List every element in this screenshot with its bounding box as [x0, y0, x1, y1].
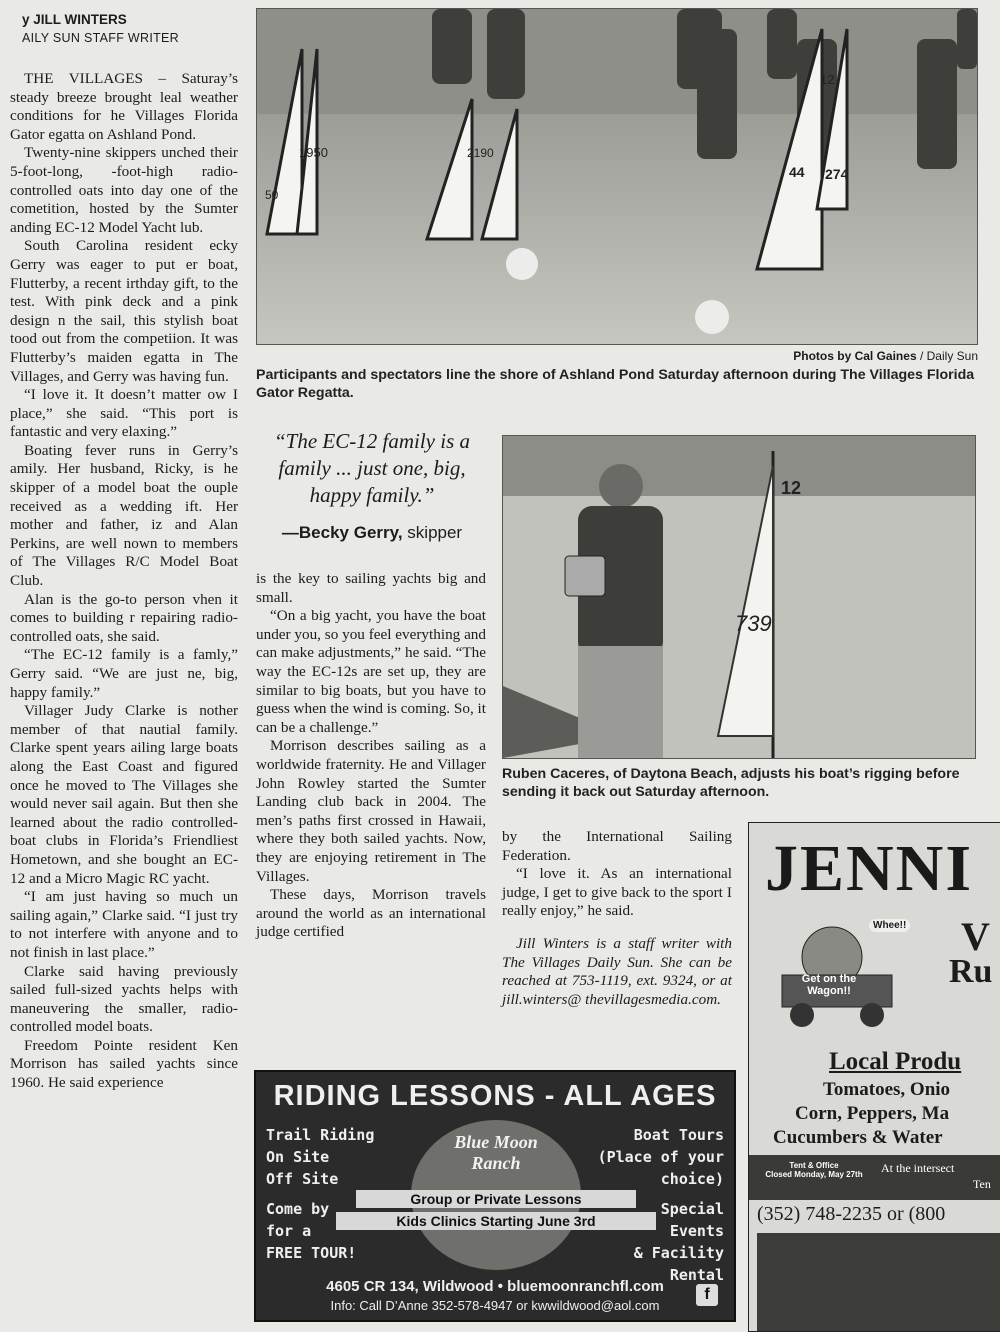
sail-number: 274	[825, 166, 849, 182]
paragraph: Twenty-nine skippers unched their 5-foot-long, -foot-high radio-controlled oats into day one of the cometition, hosted by the Sumter anding EC-12 Model Yacht lub.	[10, 144, 238, 236]
ad-produce-line: Corn, Peppers, Ma	[795, 1103, 950, 1124]
ad-store-name: JENNI	[765, 832, 974, 905]
riding-lessons-ad	[254, 1070, 736, 1322]
ranch-name-line: Ranch	[471, 1153, 521, 1173]
skipper-photo	[502, 435, 976, 759]
ad-local-produce: Local Produ	[829, 1048, 962, 1075]
sail-number: 739	[735, 611, 772, 636]
paragraph: Villager Judy Clarke is nother member of that nautial family. Clarke spent years ailing large boats along the East Coast and figured once he moved to The Villages she would never sail again. But then she learned about the radio controlled-boat clubs in Florida’s Friendliest Hometown, and she bought an EC-12 and a Micro Magic RC yacht.	[10, 702, 238, 887]
photo-credit-name: Photos by Cal Gaines	[793, 349, 917, 363]
paragraph: “I am just having so much un sailing again,” Clarke said. “I just try to not interfere with anyone and to not finish in last place.”	[10, 888, 238, 961]
ad-wagon-text: Get on the Wagon!!	[801, 973, 857, 997]
sail-number: 1950	[299, 145, 328, 160]
ranch-name-line: Blue Moon	[454, 1132, 538, 1152]
ad-location-cont: Ten	[973, 1177, 991, 1191]
ad-produce-line: Tomatoes, Onio	[823, 1079, 951, 1100]
ad-location: At the intersect	[881, 1161, 955, 1175]
ad-service: Special	[660, 1200, 724, 1218]
paragraph: Morrison describes sailing as a worldwide fraternity. He and Villager John Rowley started the Sumter Landing club back in 2004. The men’s paths first crossed in Hawaii, where they both sailed yachts. Now, they are enjoying retirement in The Villages.	[256, 737, 486, 885]
ranch-name	[406, 1132, 586, 1174]
paragraph: Clarke said having previously sailed full-sized yachts helps with maneuvering the smaller, radio-controlled model boats.	[10, 962, 238, 1036]
photo-credit-paper: Daily Sun	[926, 349, 978, 363]
paragraph: These days, Morrison travels around the world as an international judge certified	[256, 886, 486, 941]
ad-service: Boat Tours	[633, 1126, 724, 1144]
ad-service: (Place of your	[597, 1148, 724, 1166]
ad-service: Off Site	[266, 1170, 339, 1188]
pull-quote-title: skipper	[402, 523, 463, 542]
paragraph: by the International Sailing Federation.	[502, 828, 732, 864]
paragraph: “The EC-12 family is a famly,” Gerry said. “We are just ne, big, happy family.”	[10, 646, 238, 701]
paragraph: THE VILLAGES – Saturay’s steady breeze brought leal weather conditions for he Villages Florida Gator egatta on Ashland Pond.	[10, 70, 238, 143]
ad-service: choice)	[660, 1170, 724, 1188]
skipper-scene	[503, 436, 975, 758]
buoy	[695, 300, 729, 334]
pull-quote	[256, 428, 488, 543]
photo-credit: Photos by Cal Gaines / Daily Sun	[793, 349, 978, 363]
pull-quote-attribution	[256, 523, 488, 543]
ad-kids-clinics: Kids Clinics Starting June 3rd	[336, 1212, 656, 1230]
sail-number: 12	[820, 72, 835, 87]
paragraph: Freedom Pointe resident Ken Morrison has sailed yachts since 1960. He said experience	[10, 1036, 238, 1092]
skipper-photo-caption: Ruben Caceres, of Daytona Beach, adjusts his boat’s rigging before sending it back out Saturday afternoon.	[502, 766, 960, 800]
sail-number: 2190	[467, 146, 494, 160]
ad-address: 4605 CR 134, Wildwood • bluemoonranchfl.com	[326, 1278, 664, 1295]
ad-service: Rental	[669, 1266, 724, 1284]
produce-ad	[748, 822, 1000, 1332]
ad-service: Events	[669, 1222, 724, 1240]
person-head	[599, 464, 643, 508]
ad-tent-line: Tent & Office	[789, 1161, 839, 1170]
article-column-2	[256, 570, 486, 942]
article-column-1	[10, 70, 238, 1093]
ad-headline: RIDING LESSONS - ALL AGES	[273, 1080, 717, 1112]
ad-tent-line: Closed Monday, May 27th	[765, 1170, 863, 1179]
ad-tent-info	[759, 1161, 869, 1179]
ad-fragment: Ru	[949, 953, 993, 990]
paragraph: South Carolina resident ecky Gerry was eager to put er boat, Flutterby, a recent irthday gift, to the test. With pink deck and a pink design n the sail, this stylish boat tood out from the competiion. It was Flutterby’s maiden egatta in The Villages, and Gerry was having fun.	[10, 237, 238, 385]
paragraph: “I love it. It doesn’t matter ow I place,” she said. “This port is fantastic and very elaxing.”	[10, 386, 238, 441]
paragraph: Alan is the go-to person vhen it comes to building r repairing radio-controlled oats, she said.	[10, 590, 238, 645]
person-shorts	[578, 646, 663, 758]
pull-quote-name: —Becky Gerry,	[281, 523, 403, 542]
ad-phone: (352) 748-2235 or (800	[757, 1203, 946, 1225]
ad-come-by: Come by	[266, 1200, 330, 1218]
ad-service: & Facility	[633, 1244, 724, 1262]
buoy	[506, 248, 538, 280]
pull-quote-text: “The EC-12 family is a family ... just one, big, happy family.”	[273, 429, 470, 507]
radio-controller	[565, 556, 605, 596]
ad-whee: Whee!!	[869, 919, 910, 932]
ad-photo	[757, 1233, 1000, 1331]
paragraph: “I love it. As an international judge, I get to give back to the sport I really enjoy,” he said.	[502, 865, 732, 920]
ad-lessons: Group or Private Lessons	[356, 1190, 636, 1208]
ad-service: On Site	[266, 1148, 330, 1166]
paragraph: is the key to sailing yachts big and small.	[256, 570, 486, 606]
paragraph: “On a big yacht, you have the boat under you, so you feel everything and can make adjustments,” he said. “The way the EC-12s are set up, they are similar to big boats, but you have to guess when the wind is coming. So, it can be a challenge.”	[256, 607, 486, 736]
sail-number: 12	[781, 478, 802, 498]
ad-come-by: for a	[266, 1222, 312, 1240]
author-tagline: Jill Winters is a staff writer with The Villages Daily Sun. She can be reached at 753-1119, ext. 9324, or at jill.winters@ thevillagesmedia.com.	[502, 934, 732, 1008]
regatta-photo-caption: Participants and spectators line the shore of Ashland Pond Saturday afternoon during The Villages Florida Gator Regatta.	[256, 367, 975, 401]
regatta-scene	[257, 9, 977, 344]
byline-role: AILY SUN STAFF WRITER	[22, 31, 180, 45]
ad-fragment: V	[961, 914, 990, 959]
ad-produce-line: Cucumbers & Water	[773, 1127, 943, 1148]
paragraph: Boating fever runs in Gerry’s amily. Her husband, Ricky, is he skipper of a model boat the ouple received as a wedding ift. Her mother and father, iz and Alan Perkins, are well nown to members of The Villages R/C Model Boat Club.	[10, 441, 238, 590]
ad-service: Trail Riding	[266, 1126, 375, 1144]
facebook-icon: f	[696, 1284, 718, 1306]
regatta-photo	[256, 8, 978, 345]
sail-number: 44	[789, 164, 805, 180]
sail-number: 50	[265, 188, 279, 202]
ad-contact: Info: Call D’Anne 352-578-4947 or kwwildwood@aol.com	[330, 1298, 660, 1313]
ad-come-by: FREE TOUR!	[266, 1244, 357, 1262]
byline-name: y JILL WINTERS	[22, 12, 127, 27]
article-column-3	[502, 828, 732, 1009]
